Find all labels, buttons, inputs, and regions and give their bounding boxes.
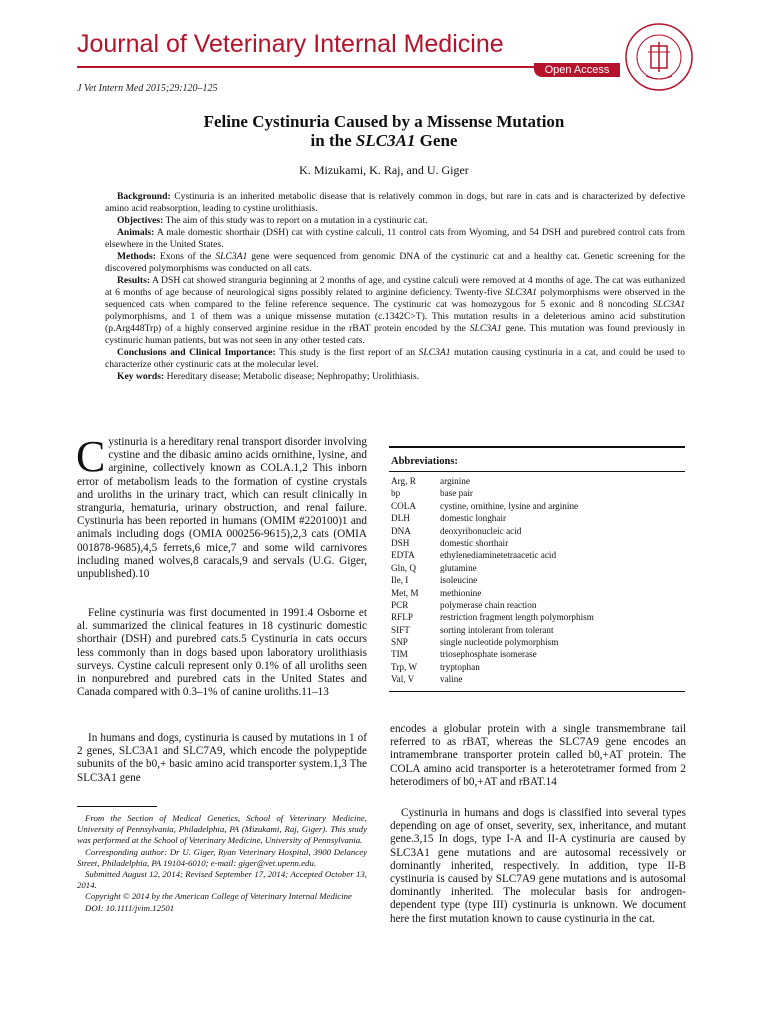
intro-paragraph-1: Cystinuria is a hereditary renal transport disorder involving cystine and the dibasic amino acids ornithine, lysine, and arginine, collectively known as COLA.1,2 This inborn error of metabolism leads to the formation of cystine crystals and uroliths in the urinary tract, which can result clinically in stranguria, hematuria, urinary obstruction, and renal failure. Cystinuria has been reported in humans (OMIM #220100)1 and animals including dogs (OMIA 000256-9615),2,3 cats (OMIA 001878-9685),4,5 ferrets,6 mice,7 and some wild carnivores including maned wolves,8 caracals,9 and servals (U.G. Giger, unpublished).10	[76, 432, 367, 581]
abbreviation-term: Trp, W	[391, 661, 418, 672]
article-title-line2: in the SLC3A1 Gene	[310, 131, 458, 150]
right-paragraph-1: encodes a globular protein with a single transmembrane tail referred to as rBAT, whereas the SLC7A9 gene encodes an intramembrane transporter protein called b0,+AT protein. The COLA amino acid transporter is a heterotetramer formed from 2 heterodimers of b0,+AT and rBAT.14	[390, 723, 686, 788]
abstract	[105, 191, 685, 383]
abbreviation-definition: polymerase chain reaction	[440, 599, 537, 610]
abbreviation-row	[391, 637, 685, 649]
abbreviation-term: DLH	[391, 513, 410, 524]
open-access-badge: Open Access	[534, 63, 620, 77]
abbreviation-row	[391, 625, 685, 637]
abbreviation-definition: base pair	[440, 488, 473, 499]
abbreviation-row	[391, 488, 685, 500]
citation: J Vet Intern Med 2015;29:120–125	[77, 83, 218, 94]
abbreviation-definition: single nucleotide polymorphism	[440, 637, 559, 648]
abbreviation-row	[391, 526, 685, 538]
abbreviation-definition: valine	[440, 674, 463, 685]
abstract-methods: Methods: Exons of the SLC3A1 gene were sequenced from genomic DNA of the cystinuric cat and a healthy cat. Genetic screening for the discovered polymorphisms was conducted on all cats.	[105, 251, 685, 274]
abbreviation-term: PCR	[391, 599, 409, 610]
abbreviation-row	[391, 600, 685, 612]
abbreviation-term: DSH	[391, 537, 410, 548]
footnote-doi: DOI: 10.1111/jvim.12501	[85, 902, 175, 913]
drop-cap: C	[76, 432, 106, 481]
abstract-objectives: Objectives: The aim of this study was to report on a mutation in a cystinuric cat.	[117, 215, 428, 226]
abbreviation-definition: triosephosphate isomerase	[440, 649, 537, 660]
abbreviation-definition: ethylenediaminetetraacetic acid	[440, 550, 557, 561]
article-title-line1: Feline Cystinuria Caused by a Missense Mutation	[203, 112, 565, 131]
abbreviation-term: SNP	[391, 637, 408, 648]
abbreviation-row	[391, 501, 685, 513]
abbreviation-row	[391, 612, 685, 624]
journal-title: Journal of Veterinary Internal Medicine	[77, 30, 504, 58]
abbreviation-term: COLA	[391, 500, 417, 511]
abstract-conclusions: Conclusions and Clinical Importance: This study is the first report of an SLC3A1 mutation causing cystinuria in a cat, and could be used to characterize other cystinuric cats at the molecular level.	[105, 347, 685, 370]
abstract-results: Results: A DSH cat showed stranguria beginning at 2 months of age, and cystine calculi were removed at 4 months of age. The cat was euthanized at 6 months of age because of neurological signs possibly related to arginine deficiency. Twenty-five SLC3A1 polymorphisms were observed in the sequenced cats when compared to the feline reference sequence. The cystinuric cat was homozygous for 5 exonic and 8 noncoding SLC3A1 polymorphisms, and 1 of them was a unique missense mutation (c.1342C>T). This mutation results in a deleterious amino acid substitution (p.Arg448Trp) of a highly conserved arginine residue in the rBAT protein encoded by the SLC3A1 gene. This mutation was found previously in cystinuric human patients, but was not seen in any other tested cats.	[105, 275, 686, 346]
abbreviations-box	[389, 446, 685, 692]
abbreviation-term: Arg, R	[391, 476, 416, 486]
intro-paragraph-2: Feline cystinuria was first documented in 1991.4 Osborne et al. summarized the clinical features in 18 cystinuric domestic shorthair (DSH) and purebred cats.5 Cystinuria in cats occurs less commonly than in dogs based upon laboratory urolithiasis surveys. Cystine calculi represent only 0.1% of all uroliths seen in nonpurebred and purebred cats in the United States and Canada compared with 0.3–1% of canine uroliths.11–13	[77, 607, 367, 699]
abstract-keywords: Key words: Hereditary disease; Metabolic disease; Nephropathy; Urolithiasis.	[117, 371, 420, 382]
abbreviation-row	[391, 575, 685, 587]
acvim-seal-logo	[624, 22, 694, 92]
abbreviations-heading: Abbreviations:	[389, 448, 685, 472]
abbreviation-term: DNA	[391, 525, 411, 536]
abbreviation-row	[391, 538, 685, 550]
abbreviation-row	[391, 662, 685, 674]
authors: K. Mizukami, K. Raj, and U. Giger	[299, 163, 469, 177]
abbreviation-definition: sorting intolerant from tolerant	[440, 624, 554, 635]
abbreviation-term: Val, V	[391, 674, 415, 685]
abbreviation-term: TIM	[391, 649, 408, 660]
abbreviation-row	[391, 513, 685, 525]
abbreviation-row	[391, 588, 685, 600]
abbreviation-row	[391, 674, 685, 686]
abbreviation-definition: domestic longhair	[440, 513, 507, 524]
abbreviation-term: Met, M	[391, 587, 419, 598]
abbreviation-row	[391, 550, 685, 562]
footnote-correspondence: Corresponding author: Dr U. Giger, Ryan Veterinary Hospital, 3900 Delancey Street, Philadelphia, PA 19104-6010; e-mail: giger@vet.upenn.edu.	[77, 846, 367, 868]
footnote-rule	[77, 806, 157, 807]
abbreviations-list	[389, 472, 685, 691]
footnote-copyright: Copyright © 2014 by the American College of Veterinary Internal Medicine	[85, 891, 352, 902]
abbreviation-definition: isoleucine	[440, 575, 478, 586]
intro-paragraph-3: In humans and dogs, cystinuria is caused by mutations in 1 of 2 genes, SLC3A1 and SLC7A9, which encode the polypeptide subunits of the b0,+ basic amino acid transporter system.1,3 The SLC3A1 gene	[77, 732, 367, 784]
abbreviation-definition: glutamine	[440, 562, 477, 573]
abbreviation-definition: tryptophan	[440, 661, 480, 672]
abbreviation-row	[391, 649, 685, 661]
right-paragraph-2: Cystinuria in humans and dogs is classified into several types depending on age of onset, severity, sex, inheritance, and mutant gene.3,15 In dogs, type I-A and II-A cystinuria are caused by SLC3A1 gene mutations and are autosomal recessively or dominantly inherited, respectively. In addition, type II-B cystinuria is caused by SLC7A9 gene mutations and is autosomal dominantly inherited. The molecular basis for androgen-dependent type (type III) cystinuria is unknown. We document here the first mutation known to cause cystinuria in the cat.	[390, 807, 686, 925]
abbreviation-term: Gln, Q	[391, 562, 417, 573]
footnote-dates: Submitted August 12, 2014; Revised September 17, 2014; Accepted October 13, 2014.	[77, 869, 367, 891]
abbreviation-row	[391, 476, 685, 488]
abbreviation-definition: deoxyribonucleic acid	[440, 525, 522, 536]
abbreviation-term: RFLP	[391, 612, 413, 623]
abbreviation-term: Ile, I	[391, 575, 409, 586]
abbreviation-definition: methionine	[440, 587, 482, 598]
footnote-affiliation: From the Section of Medical Genetics, School of Veterinary Medicine, University of Pennsylvania, Philadelphia, PA (Mizukami, Raj, Giger). This study was performed at the School of Veterinary Medicine, University of Pennsylvania.	[77, 813, 367, 846]
abstract-animals: Animals: A male domestic shorthair (DSH) cat with cystine calculi, 11 control cats from Wyoming, and 54 DSH and purebred control cats from elsewhere in the United States.	[105, 227, 685, 250]
abstract-background: Background: Cystinuria is an inherited metabolic disease that is relatively common in dogs, but rare in cats and is characterized by defective amino acid reabsorption, leading to cystine urolithiasis.	[105, 191, 685, 214]
abbreviation-term: bp	[391, 488, 401, 499]
abbreviation-term: SIFT	[391, 624, 410, 635]
abbreviation-definition: cystine, ornithine, lysine and arginine	[440, 500, 579, 511]
footnote	[77, 813, 367, 914]
abbreviation-row	[391, 563, 685, 575]
abbreviation-term: EDTA	[391, 550, 415, 561]
abbreviation-definition: restriction fragment length polymorphism	[440, 612, 594, 623]
abbreviation-definition: arginine	[440, 476, 470, 486]
abbreviation-definition: domestic shorthair	[440, 537, 509, 548]
